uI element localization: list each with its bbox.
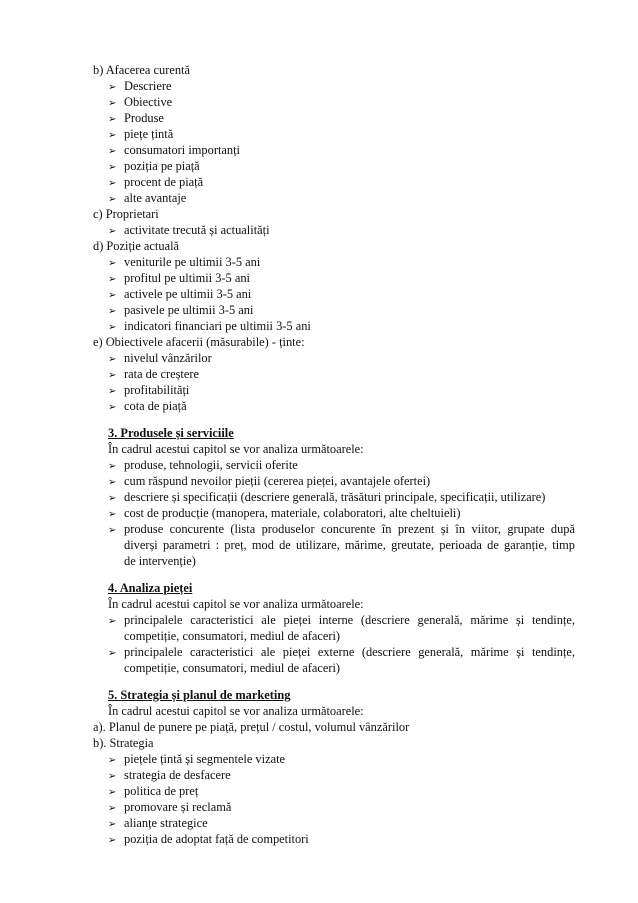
list-item: ➢ profitabilități [0, 382, 189, 400]
section-title-strategia: 5. Strategia și planul de marketing [108, 688, 291, 702]
arrow-bullet-icon: ➢ [108, 648, 117, 659]
arrow-bullet-icon: ➢ [108, 819, 117, 830]
arrow-bullet-icon: ➢ [108, 616, 117, 627]
list-item: ➢ poziția pe piață [0, 158, 200, 176]
list-item: ➢ principalele caracteristici ale pieței interne (descriere generală, mărime și tendințe, [0, 612, 575, 630]
list-item: ➢ Obiective [0, 94, 172, 112]
list-item: ➢ indicatori financiari pe ultimii 3-5 ani [0, 318, 311, 336]
arrow-bullet-icon: ➢ [108, 178, 117, 189]
arrow-bullet-icon: ➢ [108, 146, 117, 157]
arrow-bullet-icon: ➢ [108, 477, 117, 488]
section-heading-pozitie: d) Poziție actuală [93, 239, 180, 253]
arrow-bullet-icon: ➢ [108, 461, 117, 472]
arrow-bullet-icon: ➢ [108, 98, 117, 109]
arrow-bullet-icon: ➢ [108, 835, 117, 846]
list-item: ➢ politica de preț [0, 783, 198, 801]
list-item: ➢ cost de producție (manopera, materiale, colaboratori, alte cheltuieli) [0, 505, 460, 523]
subsection-strategia: b). Strategia [93, 736, 154, 750]
arrow-bullet-icon: ➢ [108, 274, 117, 285]
arrow-bullet-icon: ➢ [108, 370, 117, 381]
list-item: ➢ produse, tehnologii, servicii oferite [0, 457, 298, 475]
list-item: ➢ principalele caracteristici ale pieței externe (descriere generală, mărime și tendințe, [0, 644, 575, 662]
arrow-bullet-icon: ➢ [108, 162, 117, 173]
list-item: ➢ promovare și reclamă [0, 799, 231, 817]
section-intro: În cadrul acestui capitol se vor analiza următoarele: [108, 442, 364, 456]
arrow-bullet-icon: ➢ [108, 787, 117, 798]
list-item: ➢ activele pe ultimii 3-5 ani [0, 286, 251, 304]
list-item-continuation: competiție, consumatori, mediul de afaceri) [124, 661, 341, 675]
list-item: ➢ procent de piață [0, 174, 203, 192]
list-item: ➢ descriere și specificații (descriere generală, trăsături principale, specificații, utilizare) [0, 489, 545, 507]
list-item: ➢ cum răspund nevoilor pieții (cererea pieței, avantajele ofertei) [0, 473, 430, 491]
list-item: ➢ alianțe strategice [0, 815, 208, 833]
section-heading-afacerea: b) Afacerea curentă [93, 63, 190, 77]
list-item: ➢ piețele țintă și segmentele vizate [0, 751, 285, 769]
list-item-continuation: de intervenție) [124, 554, 196, 568]
arrow-bullet-icon: ➢ [108, 771, 117, 782]
arrow-bullet-icon: ➢ [108, 194, 117, 205]
arrow-bullet-icon: ➢ [108, 755, 117, 766]
arrow-bullet-icon: ➢ [108, 226, 117, 237]
list-item: ➢ profitul pe ultimii 3-5 ani [0, 270, 250, 288]
section-intro: În cadrul acestui capitol se vor analiza următoarele: [108, 597, 364, 611]
arrow-bullet-icon: ➢ [108, 258, 117, 269]
arrow-bullet-icon: ➢ [108, 114, 117, 125]
arrow-bullet-icon: ➢ [108, 402, 117, 413]
arrow-bullet-icon: ➢ [108, 493, 117, 504]
section-heading-obiective: e) Obiectivele afacerii (măsurabile) - ținte: [93, 335, 305, 349]
list-item: ➢ activitate trecută și actualități [0, 222, 270, 240]
arrow-bullet-icon: ➢ [108, 306, 117, 317]
section-heading-proprietari: c) Proprietari [93, 207, 159, 221]
arrow-bullet-icon: ➢ [108, 130, 117, 141]
section-intro: În cadrul acestui capitol se vor analiza următoarele: [108, 704, 364, 718]
arrow-bullet-icon: ➢ [108, 82, 117, 93]
list-item: ➢ Descriere [0, 78, 171, 96]
list-item: ➢ poziția de adoptat față de competitori [0, 831, 309, 849]
arrow-bullet-icon: ➢ [108, 322, 117, 333]
list-item-continuation: competiție, consumatori, mediul de afaceri) [124, 629, 341, 643]
subsection-plan: a). Planul de punere pe piață, prețul / costul, volumul vânzărilor [93, 720, 410, 734]
list-item: ➢ piețe țintă [0, 126, 173, 144]
arrow-bullet-icon: ➢ [108, 386, 117, 397]
list-item: ➢ strategia de desfacere [0, 767, 231, 785]
arrow-bullet-icon: ➢ [108, 354, 117, 365]
list-item: ➢ Produse [0, 110, 164, 128]
list-item: ➢ pasivele pe ultimii 3-5 ani [0, 302, 253, 320]
list-item-continuation: diverși parametri : preț, mod de utilizare, mărime, greutate, perioada de garanție, timp [124, 538, 575, 552]
section-title-produse: 3. Produsele și serviciile [108, 426, 234, 440]
list-item: ➢ veniturile pe ultimii 3-5 ani [0, 254, 260, 272]
list-item: ➢ produse concurente (lista produselor concurente în prezent și în viitor, grupate după [0, 521, 575, 539]
arrow-bullet-icon: ➢ [108, 509, 117, 520]
arrow-bullet-icon: ➢ [108, 290, 117, 301]
arrow-bullet-icon: ➢ [108, 803, 117, 814]
list-item: ➢ consumatori importanți [0, 142, 240, 160]
list-item: ➢ rata de creștere [0, 366, 199, 384]
arrow-bullet-icon: ➢ [108, 525, 117, 536]
list-item: ➢ cota de piață [0, 398, 187, 416]
list-item: ➢ nivelul vânzărilor [0, 350, 212, 368]
section-title-piata: 4. Analiza pieței [108, 581, 193, 595]
list-item: ➢ alte avantaje [0, 190, 186, 208]
